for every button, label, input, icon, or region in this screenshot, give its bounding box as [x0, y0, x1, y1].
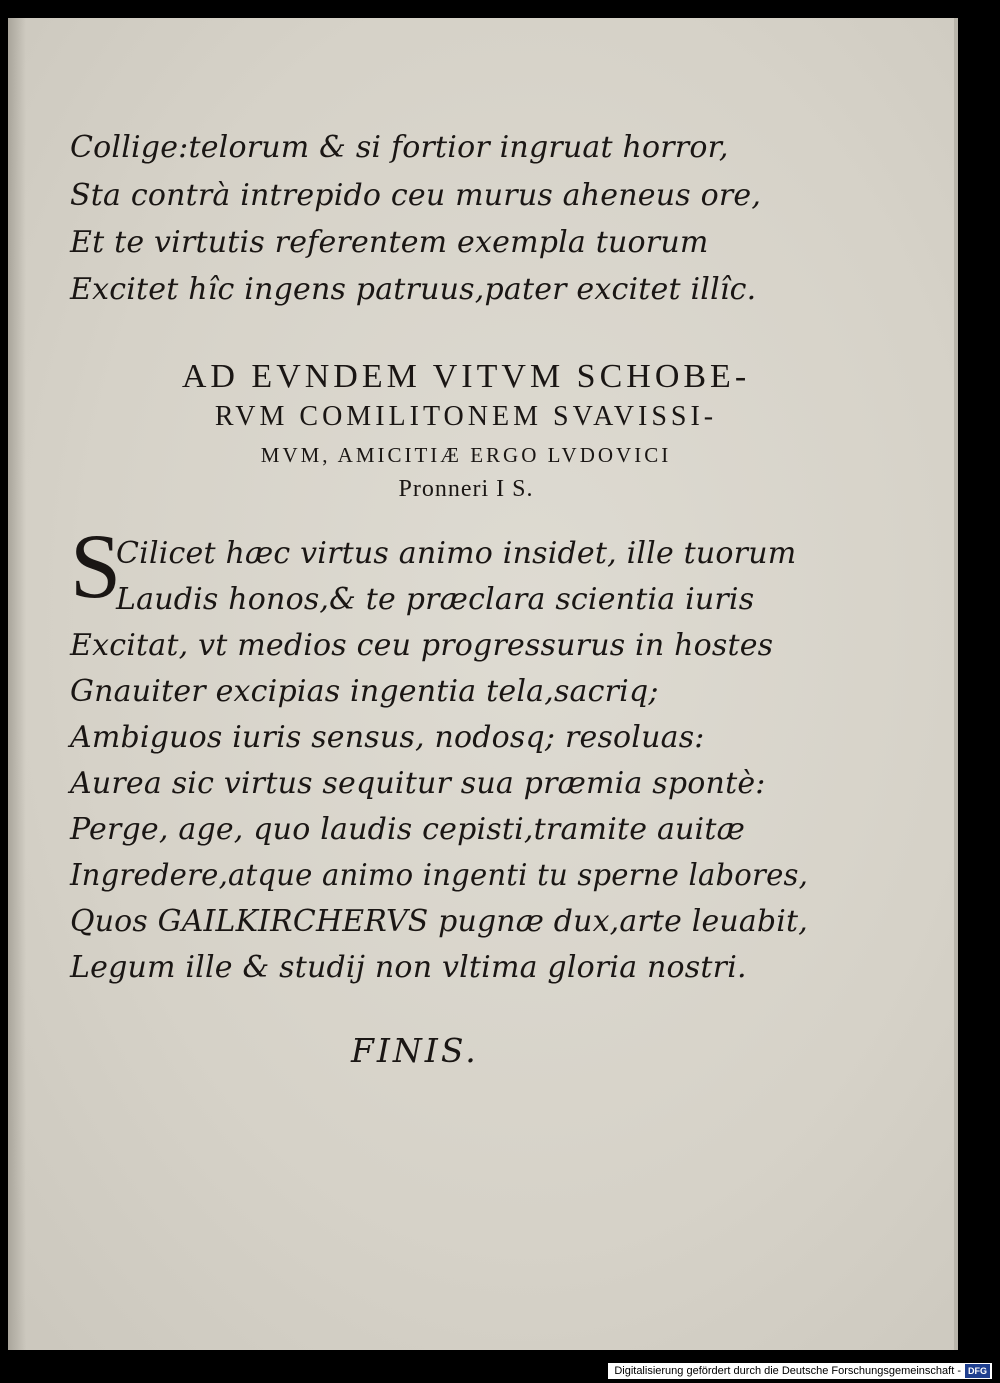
poem-top-line-2: Sta contrà intrepido ceu murus aheneus ore, [70, 178, 762, 213]
poem-main-line-3: Gnauiter excipias ingentia tela,sacriq; [70, 674, 659, 709]
dfg-logo-icon: DFG [965, 1364, 990, 1378]
heading-line-4: Pronneri I S. [398, 476, 534, 502]
book-page [8, 18, 958, 1350]
poem-main-first-line: Cilicet hæc virtus animo insidet, ille tuorum [116, 536, 797, 571]
poem-main-line-5: Aurea sic virtus sequitur sua præmia spontè: [70, 766, 766, 801]
poem-main-line-6: Perge, age, quo laudis cepisti,tramite auitæ [70, 812, 745, 847]
dfg-footer [608, 1363, 992, 1379]
poem-main-line-2: Excitat, vt medios ceu progressurus in hostes [70, 628, 774, 663]
poem-main-line-7: Ingredere,atque animo ingenti tu sperne labores, [70, 858, 809, 893]
poem-main-line-9: Legum ille & studij non vltima gloria nostri. [70, 950, 747, 985]
finis-label: FINIS. [351, 1031, 479, 1070]
drop-cap: S [70, 515, 122, 617]
footer-credit-text: Digitalisierung gefördert durch die Deutsche Forschungsgemeinschaft - [614, 1365, 961, 1377]
heading-line-1: AD EVNDEM VITVM SCHOBE- [181, 358, 751, 395]
heading-line-2: RVM COMILITONEM SVAVISSI- [214, 401, 718, 432]
heading-line-3: MVM, AMICITIÆ ERGO LVDOVICI [260, 443, 672, 467]
poem-top-line-4: Excitet hîc ingens patruus,pater excitet illîc. [70, 272, 757, 307]
poem-main-line-1: Laudis honos,& te præclara scientia iuris [116, 582, 755, 617]
poem-top-line-3: Et te virtutis referentem exempla tuorum [70, 225, 709, 260]
poem-main-line-8: Quos GAILKIRCHERVS pugnæ dux,arte leuabit, [70, 904, 808, 939]
poem-top-line-1: Collige:telorum & si fortior ingruat horror, [70, 130, 729, 165]
poem-main-line-4: Ambiguos iuris sensus, nodosq; resoluas: [70, 720, 705, 755]
